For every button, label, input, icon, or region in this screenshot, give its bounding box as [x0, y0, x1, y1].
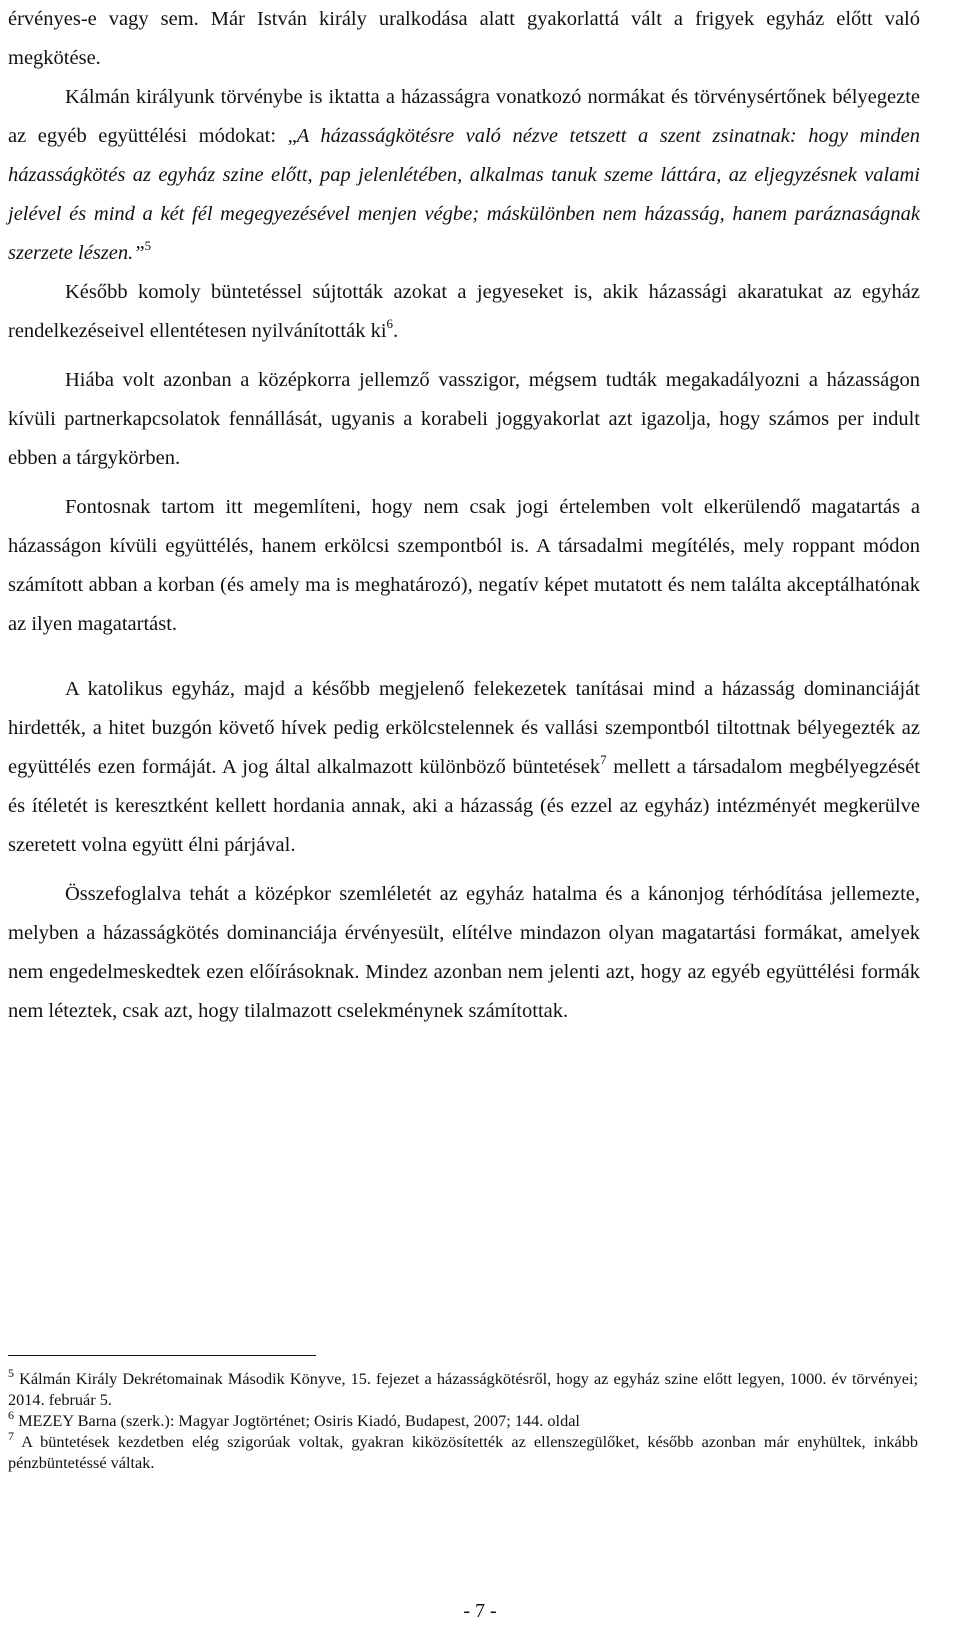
- paragraph-5: Fontosnak tartom itt megemlíteni, hogy nem csak jogi értelemben volt elkerülendő magatartás a házasságon kívüli együttélés, hanem erkölcsi szempontból is. A társadalmi megítélés, mely roppant módon számított abban a korban (és amely ma is meghatározó), negatív képet mutatott és nem találta akceptálhatónak az ilyen magatartást.: [8, 496, 920, 635]
- main-text: [8, 0, 920, 1031]
- footnote-5: $^5$ Kálmán Király Dekrétomainak Második Könyve, 15. fejezet a házasságkötésről, hogy az egyház szine előtt legyen, 1000. év törvényei; 2014. február 5.: [8, 1366, 918, 1409]
- paragraph-2: Kálmán királyunk törvénybe is iktatta a házasságra vonatkozó normákat és törvénysértőnek bélyegezte az egyéb együttélési módokat: „A házasságkötésre való nézve tetszett a szent zsinatnak: hogy minden házasságkötés az egyház szine előtt, pap jelenlétében, alkalmas tanuk szeme láttára, az eljegyzésnek valami jelével és mind a két fél megegyezésével menjen végbe; máskülönben nem házasság, hanem paráznaságnak szerzete lészen.”$^5$: [8, 86, 920, 264]
- footnote-6: $^6$ MEZEY Barna (szerk.): Magyar Jogtörténet; Osiris Kiadó, Budapest, 2007; 144. oldal: [8, 1408, 580, 1430]
- paragraph-1: érvényes-e vagy sem. Már István király uralkodása alatt gyakorlattá vált a frigyek egyház előtt való megkötése.: [8, 8, 920, 69]
- paragraph-6: A katolikus egyház, majd a később megjelenő felekezetek tanításai mind a házasság dominanciáját hirdették, a hitet buzgón követő hívek pedig erkölcstelennek és vallási szempontból tiltottnak bélyegezték az együttélés ezen formáját. A jog által alkalmazott különböző büntetések$^7$ mellett a társadalom megbélyegzését és ítéletét is keresztként kellett hordania annak, aki a házasság (és ezzel az egyház) intézményét megkerülve szeretett volna együtt élni párjával.: [8, 678, 920, 856]
- paragraph-7: Összefoglalva tehát a középkor szemléletét az egyház hatalma és a kánonjog térhódítása jellemezte, melyben a házasságkötés dominanciája érvényesült, elítélve mindazon olyan magatartási formákat, amelyek nem engedelmeskedtek ezen előírásoknak. Mindez azonban nem jelenti azt, hogy az egyéb együttélési formák nem léteztek, csak azt, hogy tilalmazott cselekménynek számítottak.: [8, 883, 920, 1022]
- paragraph-3: Később komoly büntetéssel sújtották azokat a jegyeseket is, akik házassági akaratukat az egyház rendelkezéseivel ellentétesen nyilvánították $ki^6$.: [8, 281, 920, 342]
- footnotes: [8, 1368, 918, 1473]
- footnote-separator: [8, 1355, 316, 1356]
- page-number: - 7 -: [463, 1600, 497, 1622]
- paragraph-4: Hiába volt azonban a középkorra jellemző vasszigor, mégsem tudták megakadályozni a házasságon kívüli partnerkapcsolatok fennállását, ugyanis a korabeli joggyakorlat azt igazolja, hogy számos per indult ebben a tárgykörben.: [8, 369, 920, 469]
- footnote-ref-7[interactable]: 7: [600, 752, 607, 767]
- footnote-ref-6[interactable]: 6: [386, 316, 394, 331]
- footnote-7: $^7$ A büntetések kezdetben elég szigorúak voltak, gyakran kiközösítették az ellenszegülőket, később azonban már enyhültek, inkább pénzbüntetéssé váltak.: [8, 1429, 918, 1472]
- footnote-ref-5[interactable]: 5: [144, 238, 152, 253]
- law-quote: A házasságkötésre való nézve tetszett a szent zsinatnak: hogy minden házasságkötés az egyház szine előtt, pap jelenlétében, alkalmas tanuk szeme láttára, az eljegyzésnek valami jelével és mind a két fél megegyezésével menjen végbe; máskülönben nem házasság, hanem paráznaságnak szerzete lészen.: [8, 125, 920, 264]
